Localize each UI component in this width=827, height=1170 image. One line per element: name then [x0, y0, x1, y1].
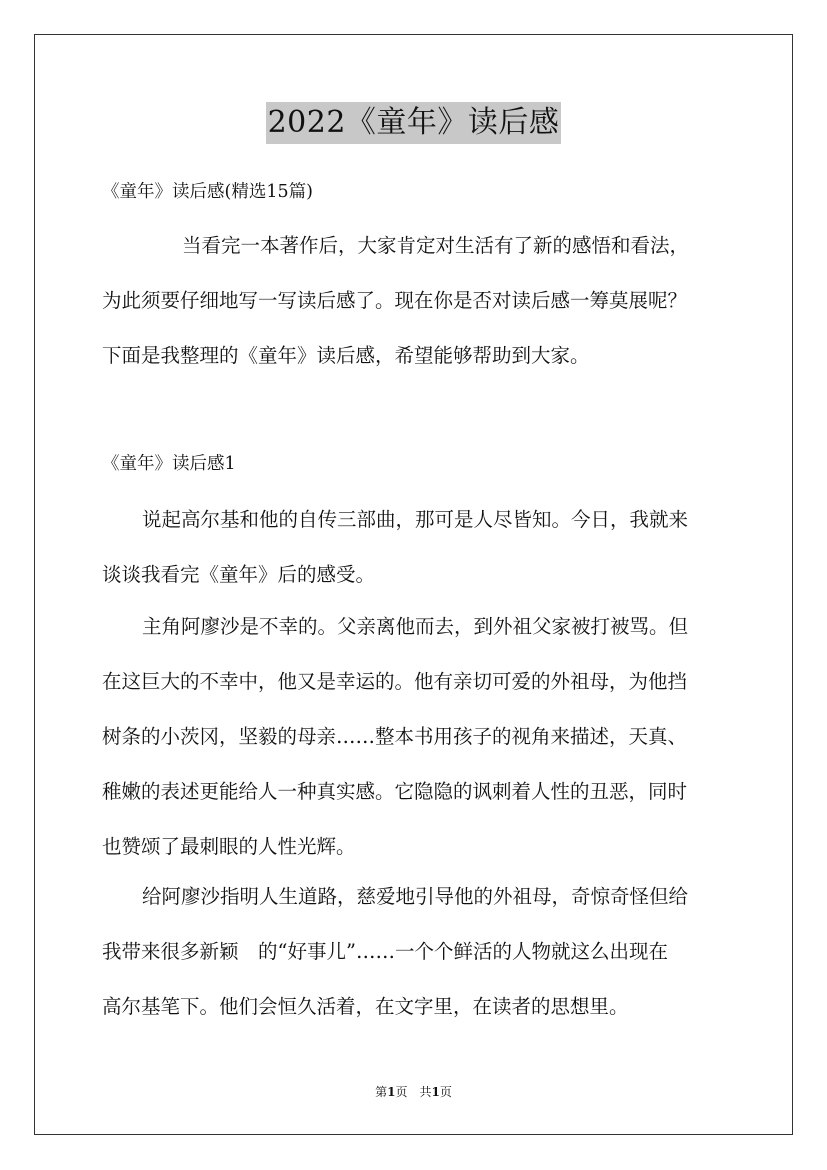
paragraph-3 [102, 869, 728, 1034]
section-heading: 《童年》读后感1 [102, 454, 236, 474]
intro-line: 当看完一本著作后，大家肯定对生活有了新的感悟和看法， [182, 234, 690, 257]
title-wrap [0, 102, 827, 144]
page-mid: 页 共 [395, 1085, 432, 1099]
page-footer [0, 1080, 827, 1104]
paragraph-line: 在这巨大的不幸中，他又是幸运的。他有亲切可爱的外祖母，为他挡 [102, 670, 688, 693]
paragraph-line: 说起高尔基和他的自传三部曲，那可是人尽皆知。今日，我就来 [142, 508, 689, 531]
paragraph-line: 我带来很多新颖 的“好事儿”……一个个鲜活的人物就这么出现在 [102, 940, 668, 963]
paragraph-line: 稚嫩的表述更能给人一种真实感。它隐隐的讽刺着人性的丑恶，同时 [102, 780, 688, 803]
paragraph-line: 谈谈我看完《童年》后的感受。 [102, 563, 376, 586]
page-total: 1 [431, 1085, 440, 1099]
paragraph-line: 主角阿廖沙是不幸的。父亲离他而去，到外祖父家被打被骂。但 [142, 615, 689, 638]
paragraph-1 [102, 492, 728, 602]
paragraph-2 [102, 599, 728, 874]
paragraph-line: 也赞颂了最刺眼的人性光辉。 [102, 835, 356, 858]
page-current: 1 [387, 1085, 396, 1099]
paragraph-line: 给阿廖沙指明人生道路，慈爱地引导他的外祖母，奇惊奇怪但给 [142, 885, 689, 908]
document-title: 2022《童年》读后感 [266, 102, 562, 144]
paragraph-line: 高尔基笔下。他们会恒久活着，在文字里，在读者的思想里。 [102, 995, 629, 1018]
intro-line: 下面是我整理的《童年》读后感，希望能够帮助到大家。 [102, 344, 590, 367]
intro-paragraph [102, 218, 728, 383]
intro-line: 为此须要仔细地写一写读后感了。现在你是否对读后感一筹莫展呢？ [102, 289, 688, 312]
page-suffix: 页 [439, 1085, 452, 1099]
paragraph-line: 树条的小茨冈，坚毅的母亲……整本书用孩子的视角来描述，天真、 [102, 725, 688, 748]
page-prefix: 第 [375, 1085, 388, 1099]
document-subtitle: 《童年》读后感(精选15篇) [102, 182, 313, 202]
